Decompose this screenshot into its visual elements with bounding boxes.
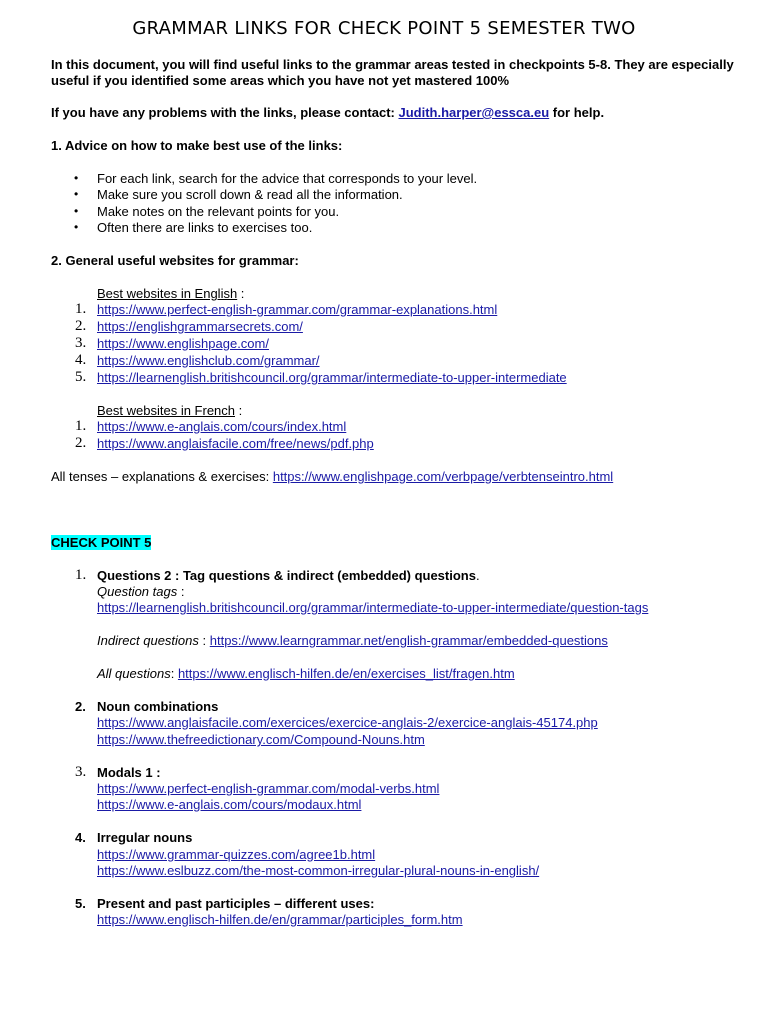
english-websites-title: Best websites in English — [97, 286, 238, 301]
section-1-heading: 1. Advice on how to make best use of the links: — [51, 138, 343, 153]
bullet-icon: • — [74, 220, 79, 234]
list-number: 3. — [75, 335, 87, 351]
bullet-icon: • — [74, 187, 79, 201]
intro-line-1: In this document, you will find useful links to the grammar areas tested in checkpoints 5-8. They are especially — [51, 57, 734, 72]
question-tags-link[interactable]: https://learnenglish.britishcouncil.org/grammar/intermediate-to-upper-intermediate/question-tags — [97, 600, 649, 615]
modals-link-2[interactable]: https://www.e-anglais.com/cours/modaux.html — [97, 797, 362, 812]
english-link-4[interactable]: https://www.englishclub.com/grammar/ — [97, 353, 320, 368]
bullet-icon: • — [74, 171, 79, 185]
list-number: 4. — [75, 830, 86, 845]
contact-email-link[interactable]: Judith.harper@essca.eu — [398, 105, 550, 120]
all-questions-line — [97, 666, 515, 682]
list-number: 4. — [75, 352, 87, 368]
tenses-line — [51, 469, 613, 485]
item-1-title-line — [97, 568, 480, 584]
item-1-title: Questions 2 : Tag questions & indirect (embedded) questions — [97, 568, 476, 583]
indirect-questions-label: Indirect questions — [97, 633, 199, 648]
document-title: GRAMMAR LINKS FOR CHECK POINT 5 SEMESTER TWO — [132, 18, 636, 39]
all-questions-link[interactable]: https://www.englisch-hilfen.de/en/exercises_list/fragen.htm — [177, 666, 515, 681]
checkpoint-highlight: CHECK POINT 5 — [51, 535, 152, 550]
label-colon: : — [198, 633, 210, 648]
contact-line — [51, 105, 604, 121]
irregular-nouns-link-1[interactable]: https://www.grammar-quizzes.com/agree1b.html — [97, 847, 376, 862]
section-2-heading: 2. General useful websites for grammar: — [51, 253, 299, 268]
french-websites-title: Best websites in French — [97, 403, 236, 418]
item-5-title: Present and past participles – different uses: — [97, 896, 375, 911]
list-number: 5. — [75, 369, 87, 385]
item-3-title-line — [97, 765, 161, 781]
french-link-2[interactable]: https://www.anglaisfacile.com/free/news/pdf.php — [97, 436, 374, 451]
modals-link-1[interactable]: https://www.perfect-english-grammar.com/modal-verbs.html — [97, 781, 440, 796]
english-link-5[interactable]: https://learnenglish.britishcouncil.org/grammar/intermediate-to-upper-intermediate — [97, 370, 567, 385]
list-number: 2. — [75, 435, 87, 451]
noun-combinations-link-2[interactable]: https://www.thefreedictionary.com/Compound-Nouns.htm — [97, 732, 425, 747]
contact-text: If you have any problems with the links, please contact: — [51, 105, 399, 120]
noun-combinations-link-1[interactable]: https://www.anglaisfacile.com/exercices/exercice-anglais-2/exercice-anglais-45174.php — [97, 715, 598, 730]
list-number: 1. — [75, 418, 87, 434]
english-link-3[interactable]: https://www.englishpage.com/ — [97, 336, 269, 351]
contact-text-end: for help. — [549, 105, 605, 120]
item-4-title: Irregular nouns — [97, 830, 193, 845]
english-link-1[interactable]: https://www.perfect-english-grammar.com/grammar-explanations.html — [97, 302, 498, 317]
checkpoint-heading — [51, 535, 151, 551]
label-colon: : — [170, 666, 178, 681]
list-number: 5. — [75, 896, 86, 911]
english-link-2[interactable]: https://englishgrammarsecrets.com/ — [97, 319, 303, 334]
advice-bullet-4: Often there are links to exercises too. — [97, 220, 313, 235]
advice-bullet-3: Make notes on the relevant points for you. — [97, 204, 340, 219]
list-number: 1. — [75, 301, 87, 317]
irregular-nouns-link-2[interactable]: https://www.eslbuzz.com/the-most-common-irregular-plural-nouns-in-english/ — [97, 863, 540, 878]
advice-bullet-2: Make sure you scroll down & read all the information. — [97, 187, 403, 202]
french-websites-label — [97, 403, 242, 419]
list-number: 1. — [75, 567, 87, 583]
advice-bullet-1: For each link, search for the advice that corresponds to your level. — [97, 171, 478, 186]
indirect-questions-link[interactable]: https://www.learngrammar.net/english-grammar/embedded-questions — [209, 633, 608, 648]
label-colon: : — [237, 286, 245, 301]
french-link-1[interactable]: https://www.e-anglais.com/cours/index.html — [97, 419, 347, 434]
question-tags-label: Question tags — [97, 584, 178, 599]
english-websites-label — [97, 286, 244, 302]
intro-line-2: useful if you identified some areas which you have not yet mastered 100% — [51, 73, 510, 88]
tenses-link[interactable]: https://www.englishpage.com/verbpage/verbtenseintro.html — [272, 469, 614, 484]
indirect-questions-line — [97, 633, 608, 649]
item-2-title: Noun combinations — [97, 699, 219, 714]
label-colon: : — [152, 765, 161, 780]
all-questions-label: All questions — [97, 666, 171, 681]
label-colon: : — [177, 584, 185, 599]
list-number: 2. — [75, 318, 87, 334]
list-number: 2. — [75, 699, 86, 714]
bullet-icon: • — [74, 204, 79, 218]
tenses-label: All tenses – explanations & exercises: — [51, 469, 273, 484]
label-colon: : — [235, 403, 243, 418]
participles-link-1[interactable]: https://www.englisch-hilfen.de/en/grammar/participles_form.htm — [97, 912, 463, 927]
question-tags-label-line — [97, 584, 184, 600]
item-3-title: Modals 1 — [97, 765, 153, 780]
list-number: 3. — [75, 764, 87, 780]
item-1-period: . — [475, 568, 480, 583]
